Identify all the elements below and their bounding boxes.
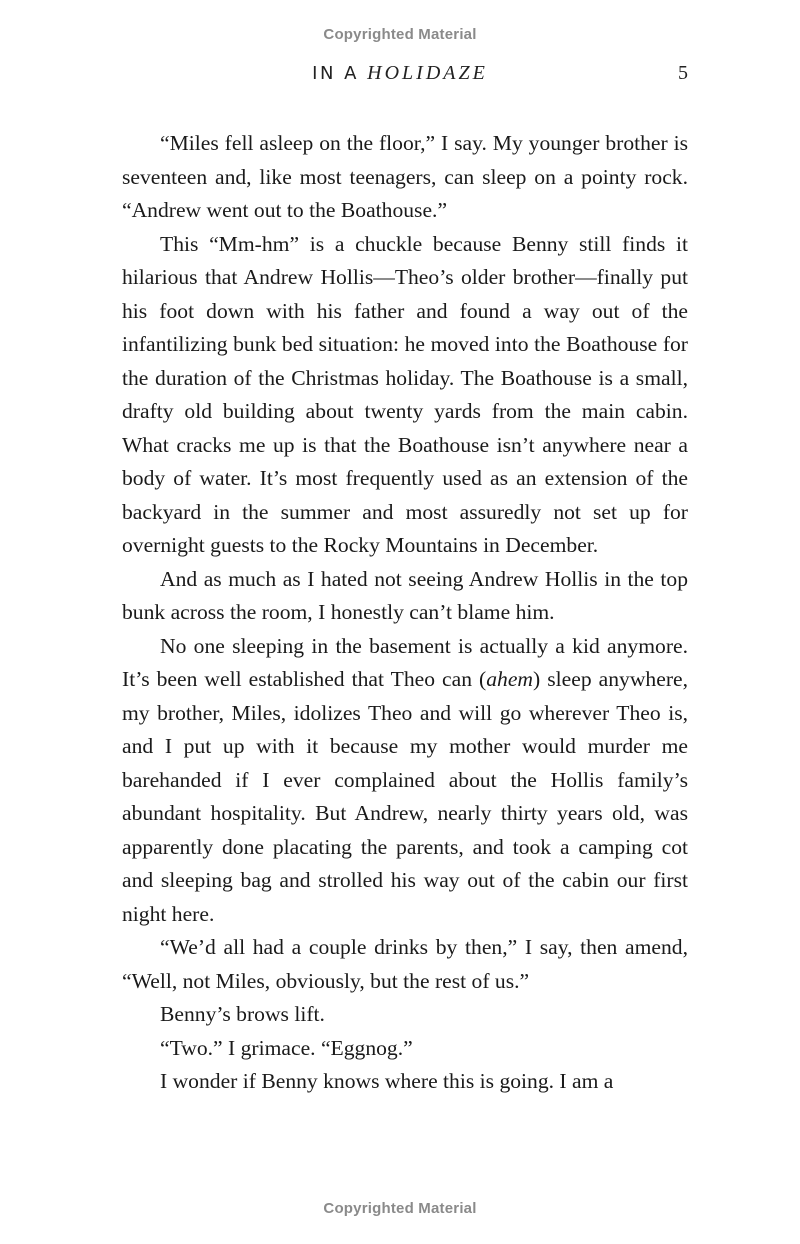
paragraph-4 (122, 630, 688, 932)
running-head (0, 62, 800, 90)
running-head-prefix: IN A (312, 63, 368, 84)
paragraph-text: No one sleeping in the basement is actually a kid anymore. It’s been well established that Theo can ( (122, 633, 688, 691)
paragraph-text: This “Mm-hm” is a chuckle because Benny still finds it hilarious that Andrew Hollis—Theo’s older brother—finally put his foot down with his father and found a way out of the infantilizing bunk bed situation: he moved into the Boathouse for the duration of the Christmas holiday. The Boathouse is a small, drafty old building about twenty yards from the main cabin. What cracks me up is that the Boathouse isn’t anywhere near a body of water. It’s most frequently used as an extension of the backyard in the summer and most assuredly not set up for overnight guests to the Rocky Mountains in December. (122, 231, 688, 557)
paragraph-text: “Miles fell asleep on the floor,” I say. My younger brother is seventeen and, like most teenagers, can sleep on a pointy rock. “Andrew went out to the Boathouse.” (122, 131, 688, 222)
paragraph-6 (122, 998, 688, 1032)
copyright-watermark-bottom: Copyrighted Material (323, 1200, 477, 1217)
page-number: 5 (678, 62, 688, 84)
paragraph-text: ) sleep anywhere, my brother, Miles, idolizes Theo and will go wherever Theo is, and I put up with it because my mother would murder me barehanded if I ever complained about the Hollis family’s abundant hospitality. But Andrew, nearly thirty years old, was apparently done placating the parents, and took a camping cot and sleeping bag and strolled his way out of the cabin our first night here. (122, 667, 688, 926)
paragraph-text: Benny’s brows lift. (160, 1002, 325, 1026)
body-text (122, 127, 688, 1099)
copyright-watermark-top: Copyrighted Material (323, 26, 477, 43)
paragraph-text: I wonder if Benny knows where this is going. I am a (160, 1069, 614, 1093)
paragraph-1 (122, 127, 688, 228)
paragraph-text: “We’d all had a couple drinks by then,” I say, then amend, “Well, not Miles, obviously, but the rest of us.” (122, 935, 688, 993)
paragraph-text: And as much as I hated not seeing Andrew Hollis in the top bunk across the room, I honestly can’t blame him. (122, 566, 688, 624)
paragraph-italic-text: ahem (486, 667, 534, 691)
paragraph-5 (122, 931, 688, 998)
paragraph-7 (122, 1032, 688, 1066)
paragraph-8 (122, 1065, 688, 1099)
paragraph-text: “Two.” I grimace. “Eggnog.” (160, 1035, 413, 1060)
paragraph-2 (122, 228, 688, 563)
paragraph-3 (122, 563, 688, 630)
running-head-title-italic: HOLIDAZE (367, 62, 488, 84)
